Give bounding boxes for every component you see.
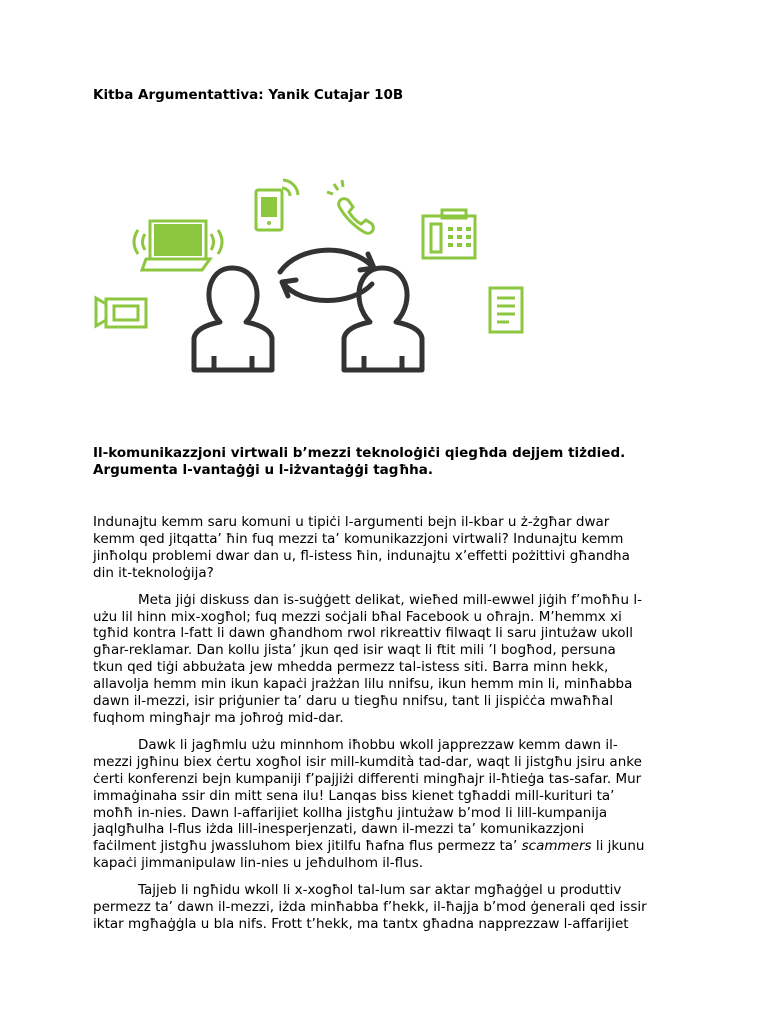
document-title: Kitba Argumentattiva: Yanik Cutajar 10B	[93, 87, 404, 103]
telephone-handset-icon	[327, 180, 373, 233]
text-line	[93, 838, 683, 855]
essay-body	[93, 514, 683, 943]
text-line: jaqlgħulha l-flus iżda lill-inesperjenzati, dawn il-mezzi ta’ komunikazzjoni	[93, 821, 585, 838]
paragraph	[93, 737, 683, 872]
text-line: Tajjeb li ngħidu wkoll li x-xogħol tal-lum sar aktar mgħaġġel u produttiv	[138, 882, 622, 899]
text-line: permezz ta’ dawn il-mezzi, iżda minħabba f’hekk, il-ħajja b’mod ġenerali qed issir	[93, 899, 647, 916]
person-icon	[344, 268, 422, 370]
document-icon	[490, 288, 522, 332]
text-line: ċerti konferenzi bejn kumpaniji f’pajjiżi differenti mingħajr il-ħtieġa tas-safar. Mur	[93, 770, 642, 787]
text-segment: faċilment jistgħu jwassluhom biex jitilfu ħafna flus permezz ta’	[93, 838, 522, 855]
paragraph	[93, 514, 683, 582]
mobile-phone-icon	[256, 180, 298, 230]
text-line: tkun qed tiġi abbużata jew mhedda permezz tal-istess siti. Barra minn hekk,	[93, 659, 609, 676]
text-line: tgħid kontra l-fatt li dawn għandhom rwol rikreattiv filwaqt li saru jintużaw ukoll	[93, 625, 633, 642]
text-line: mezzi jgħinu biex ċertu xogħol isir mill-kumdità tad-dar, waqt li jistgħu jsiru anke	[93, 753, 642, 770]
essay-question-line: Il-komunikazzjoni virtwali b’mezzi teknoloġiċi qiegħda dejjem tiżdied.	[93, 445, 626, 461]
essay-question	[93, 445, 683, 479]
person-icon	[194, 268, 272, 370]
paragraph	[93, 882, 683, 933]
essay-question-line: Argumenta l-vantaġġi u l-iżvantaġġi tagħha.	[93, 462, 433, 478]
text-line: kemm qed jitqatta’ ħin fuq mezzi ta’ komunikazzjoni virtwali? Indunajtu kemm	[93, 530, 624, 547]
text-line: moħħ in-nies. Dawn l-affarijiet kollha jistgħu jintużaw b’mod li lill-kumpanija	[93, 804, 608, 821]
text-line: immaġinaha ssir din mitt sena ilu! Lanqas biss kienet tgħaddi mill-kurituri ta’	[93, 787, 615, 804]
text-line: kapaċi jimmanipulaw lin-nies u jeħdulhom il-flus.	[93, 855, 424, 872]
text-segment: li jkunu	[591, 838, 645, 855]
text-line: iktar mgħaġġla u bla nifs. Frott t’hekk, ma tantx għadna napprezzaw l-affarijiet	[93, 915, 629, 932]
laptop-icon	[134, 221, 222, 270]
text-line: dawn il-mezzi, isir priġunier ta’ daru u tiegħu nnifsu, tant li jispiċċa mwaħħal	[93, 693, 614, 710]
text-line: użu lil hinn mix-xogħol; fuq mezzi soċjali bħal Facebook u oħrajn. M’hemmx xi	[93, 608, 622, 625]
fax-machine-icon	[423, 210, 475, 258]
text-line: Indunajtu kemm saru komuni u tipiċi l-argumenti bejn il-kbar u ż-żgħar dwar	[93, 514, 610, 530]
text-line: fuqhom mingħajr ma joħroġ mid-dar.	[93, 709, 344, 726]
text-line: Meta jiġi diskuss dan is-suġġett delikat, wieħed mill-ewwel jiġih f’moħħu l-	[138, 591, 642, 608]
text-line: din it-teknoloġija?	[93, 564, 214, 581]
text-line: Dawk li jagħmlu użu minnhom iħobbu wkoll japprezzaw kemm dawn il-	[138, 736, 618, 753]
emphasized-word: scammers	[521, 838, 592, 855]
text-line: għar-reklamar. Dan kollu jista’ jkun qed isir waqt li ftit mili ’l bogħod, persuna	[93, 642, 616, 659]
paragraph	[93, 592, 683, 727]
text-line: jinħolqu problemi dwar dan u, fl-istess ħin, indunajtu x’effetti pożittivi għandha	[93, 547, 630, 564]
communication-illustration	[90, 172, 530, 377]
text-line: allavolja hemm min ikun kapaċi jrażżan lilu nnifsu, ikun hemm min li, minħabba	[93, 676, 633, 693]
video-camera-icon	[96, 298, 146, 327]
